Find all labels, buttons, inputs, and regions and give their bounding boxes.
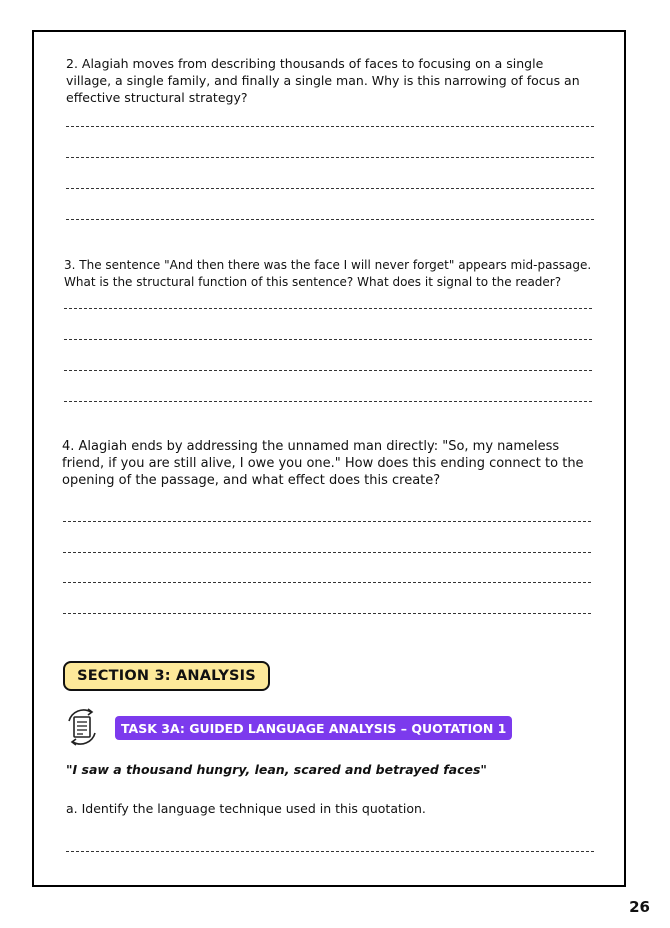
- document-cycle-icon: [61, 706, 103, 748]
- answer-line[interactable]: [63, 613, 591, 614]
- answer-line[interactable]: [64, 370, 592, 371]
- answer-line[interactable]: [63, 552, 591, 553]
- answer-line[interactable]: [66, 219, 594, 220]
- answer-line[interactable]: [66, 126, 594, 127]
- section-heading: SECTION 3: ANALYSIS: [63, 661, 270, 691]
- answer-line[interactable]: [66, 157, 594, 158]
- answer-line[interactable]: [64, 339, 592, 340]
- question-2: 2. Alagiah moves from describing thousands of faces to focusing on a single village, a single family, and finally a single man. Why is this narrowing of focus an effective structural strategy?: [66, 56, 580, 105]
- answer-line[interactable]: [63, 521, 591, 522]
- task-heading: TASK 3A: GUIDED LANGUAGE ANALYSIS – QUOTATION 1: [115, 716, 512, 740]
- answer-line[interactable]: [63, 582, 591, 583]
- page-number: 26: [629, 898, 650, 916]
- task-prompt: a. Identify the language technique used in this quotation.: [66, 801, 426, 816]
- answer-line[interactable]: [64, 401, 592, 402]
- answer-line[interactable]: [66, 188, 594, 189]
- quotation: "I saw a thousand hungry, lean, scared and betrayed faces": [66, 762, 487, 777]
- answer-line[interactable]: [66, 851, 594, 852]
- question-3: 3. The sentence "And then there was the face I will never forget" appears mid-passage. What is the structural function of this sentence? What does it signal to the reader?: [64, 258, 592, 289]
- question-4: 4. Alagiah ends by addressing the unnamed man directly: "So, my nameless friend, if you are still alive, I owe you one." How does this ending connect to the opening of the passage, and what effect does this create?: [62, 439, 584, 488]
- answer-line[interactable]: [64, 308, 592, 309]
